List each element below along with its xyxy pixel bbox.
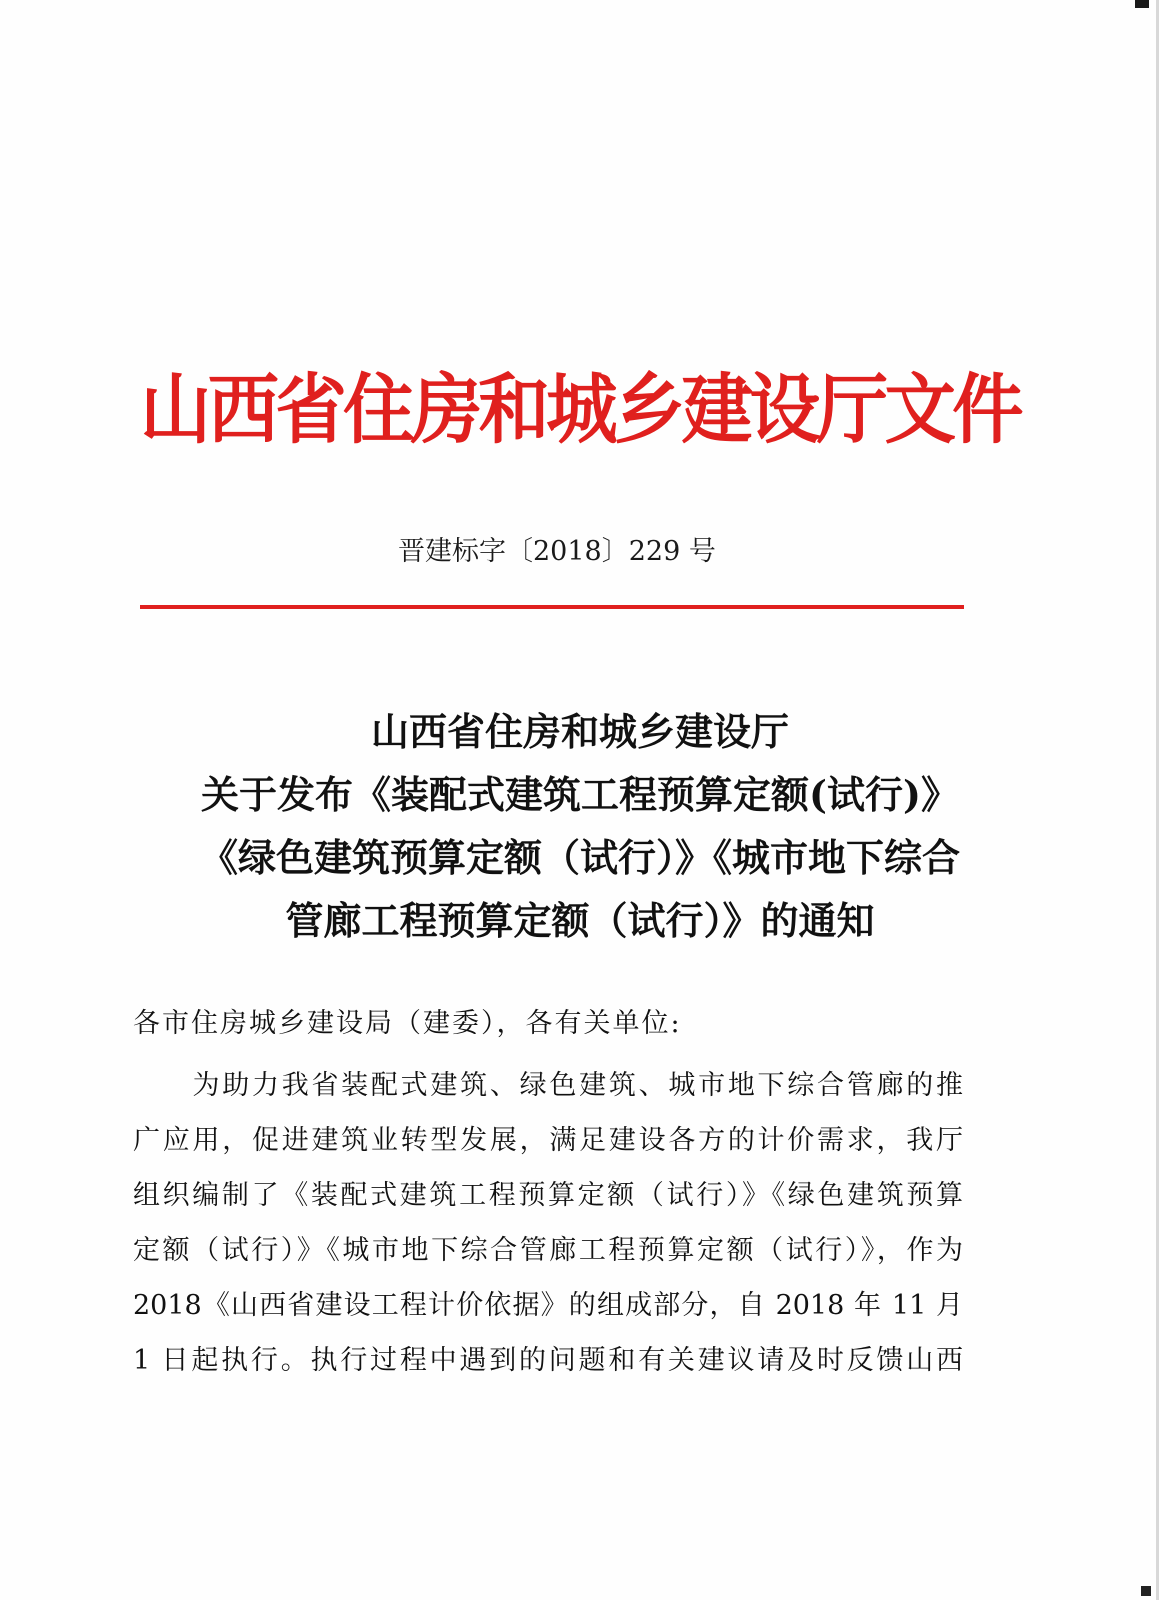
scan-mark (1141, 1586, 1151, 1596)
scan-mark (1135, 0, 1149, 8)
red-divider-line (140, 605, 964, 609)
document-number: 晋建标字〔2018〕229 号 (398, 536, 716, 567)
salutation: 各市住房城乡建设局（建委），各有关单位: (133, 1008, 682, 1039)
notice-title (100, 700, 1060, 952)
body-line: 定额（试行）》《城市地下综合管廊工程预算定额（试行）》，作为 (133, 1235, 963, 1266)
body-line: 为助力我省装配式建筑、绿色建筑、城市地下综合管廊的推 (133, 1070, 963, 1101)
body-paragraph (133, 1058, 963, 1388)
title-line: 关于发布《装配式建筑工程预算定额(试行)》 (201, 772, 959, 817)
body-line: 1 日起执行。执行过程中遇到的问题和有关建议请及时反馈山西 (133, 1345, 963, 1376)
title-line: 《绿色建筑预算定额（试行）》《城市地下综合 (199, 835, 960, 880)
body-line: 2018《山西省建设工程计价依据》的组成部分，自 2018 年 11 月 (133, 1290, 963, 1321)
body-line: 组织编制了《装配式建筑工程预算定额（试行）》《绿色建筑预算 (133, 1180, 963, 1211)
title-line: 管廊工程预算定额（试行）》的通知 (285, 898, 875, 943)
body-line: 广应用，促进建筑业转型发展，满足建设各方的计价需求，我厅 (133, 1125, 963, 1156)
title-line: 山西省住房和城乡建设厅 (370, 709, 789, 754)
masthead-title: 山西省住房和城乡建设厅文件 (140, 365, 1020, 454)
